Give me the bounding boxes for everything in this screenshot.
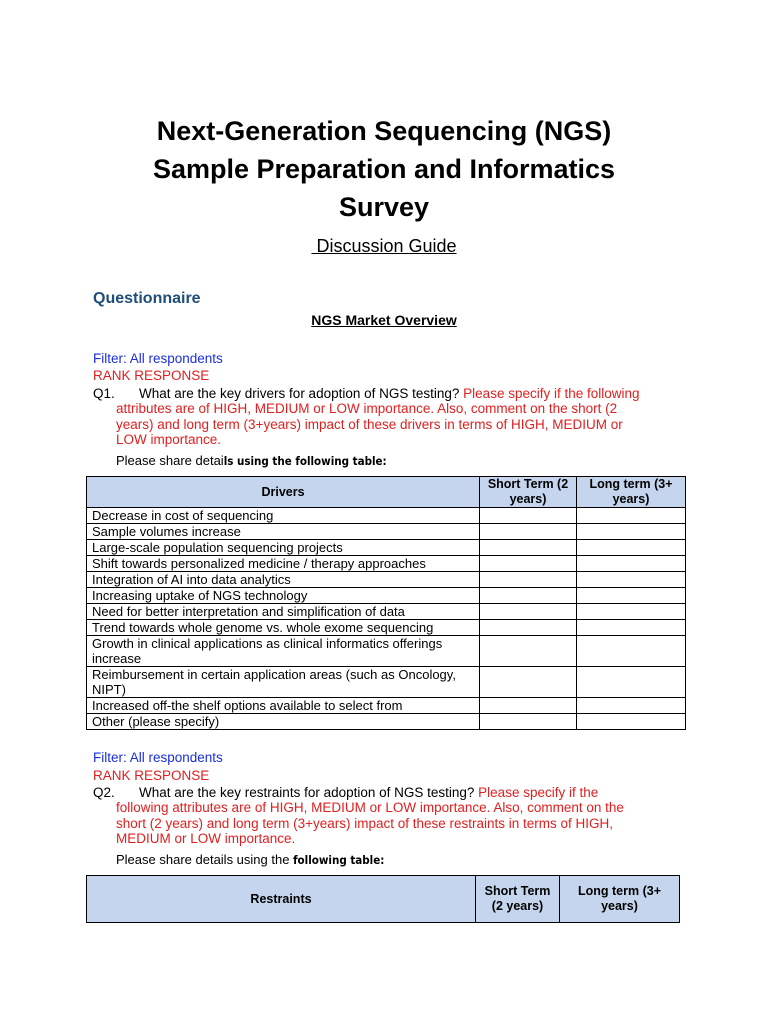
short-term-cell[interactable] — [480, 667, 577, 698]
q2-instruction-line: MEDIUM or LOW importance. — [116, 831, 296, 846]
long-term-cell[interactable] — [577, 508, 686, 524]
q1-number: Q1. — [93, 386, 115, 401]
table-row — [87, 540, 686, 556]
drivers-header-row — [87, 477, 686, 508]
long-term-cell[interactable] — [577, 556, 686, 572]
driver-cell: Large-scale population sequencing projects — [87, 540, 480, 556]
short-term-cell[interactable] — [480, 698, 577, 714]
table-row — [87, 588, 686, 604]
driver-cell: Trend towards whole genome vs. whole exome sequencing — [87, 620, 480, 636]
long-term-header: Long term (3+ years) — [577, 477, 686, 508]
short-term-header: Short Term (2 years) — [476, 876, 560, 923]
long-term-cell[interactable] — [577, 636, 686, 667]
long-term-cell[interactable] — [577, 588, 686, 604]
q1-instruction-line: years) and long term (3+years) impact of these drivers in terms of HIGH, MEDIUM or — [116, 416, 623, 432]
q2-instruction-line: following attributes are of HIGH, MEDIUM or LOW importance. Also, comment on the — [116, 800, 624, 815]
driver-cell: Decrease in cost of sequencing — [87, 508, 480, 524]
q2-share-bold: following table: — [293, 853, 385, 867]
short-term-cell[interactable] — [480, 604, 577, 620]
driver-cell: Integration of AI into data analytics — [87, 572, 480, 588]
restraints-header: Restraints — [87, 876, 476, 923]
driver-cell: Shift towards personalized medicine / therapy approaches — [87, 556, 480, 572]
q2-share-plain: Please share details using the — [116, 852, 294, 867]
long-term-cell[interactable] — [577, 698, 686, 714]
driver-cell: Increasing uptake of NGS technology — [87, 588, 480, 604]
drivers-header: Drivers — [87, 477, 480, 508]
driver-cell: Increased off-the shelf options available to select from — [87, 698, 480, 714]
table-row — [87, 604, 686, 620]
title-line-1: Next-Generation Sequencing (NGS) — [156, 116, 612, 146]
q2-response-type: RANK RESPONSE — [93, 768, 210, 783]
table-row — [87, 667, 686, 698]
table-row — [87, 524, 686, 540]
restraints-table — [86, 875, 680, 923]
long-term-header: Long term (3+ years) — [560, 876, 680, 923]
q1-question: What are the key drivers for adoption of NGS testing? — [139, 386, 464, 401]
title-line-2: Sample Preparation and Informatics — [152, 154, 616, 184]
q2-question-line — [93, 785, 693, 801]
long-term-cell[interactable] — [577, 572, 686, 588]
short-term-cell[interactable] — [480, 572, 577, 588]
short-term-cell[interactable] — [480, 556, 577, 572]
q1-share-plain: Please share detai — [116, 453, 224, 468]
table-row — [87, 620, 686, 636]
q1-filter: Filter: All respondents — [93, 351, 223, 366]
table-row — [87, 572, 686, 588]
long-term-cell[interactable] — [577, 540, 686, 556]
table-row — [87, 556, 686, 572]
short-term-cell[interactable] — [480, 588, 577, 604]
short-term-cell[interactable] — [480, 524, 577, 540]
long-term-cell[interactable] — [577, 604, 686, 620]
q1-question-line — [93, 386, 693, 402]
q2-filter: Filter: All respondents — [93, 750, 223, 765]
drivers-table — [86, 476, 686, 730]
q1-share-instruction — [116, 453, 387, 468]
q1-instruction-start: Please specify if the following — [463, 386, 640, 401]
subsection-heading: NGS Market Overview — [311, 312, 457, 328]
q2-instruction-line: short (2 years) and long term (3+years) impact of these restraints in terms of HIGH, — [116, 815, 614, 831]
q1-share-bold: ls using the following table: — [223, 454, 387, 468]
q2-number: Q2. — [93, 785, 115, 800]
subtitle — [0, 234, 768, 258]
driver-cell: Need for better interpretation and simplification of data — [87, 604, 480, 620]
q2-share-instruction — [116, 852, 384, 867]
short-term-cell[interactable] — [480, 508, 577, 524]
table-row — [87, 714, 686, 730]
driver-cell: Growth in clinical applications as clinical informatics offerings increase — [87, 636, 480, 667]
long-term-cell[interactable] — [577, 667, 686, 698]
title-line-3: Survey — [338, 192, 430, 222]
section-heading: Questionnaire — [93, 290, 201, 307]
short-term-cell[interactable] — [480, 636, 577, 667]
q2-question: What are the key restraints for adoption of NGS testing? — [139, 785, 479, 800]
page-title — [0, 112, 768, 226]
short-term-cell[interactable] — [480, 714, 577, 730]
table-row — [87, 508, 686, 524]
q2-instruction-start: Please specify if the — [478, 785, 599, 800]
short-term-cell[interactable] — [480, 540, 577, 556]
short-term-header: Short Term (2 years) — [480, 477, 577, 508]
driver-cell: Reimbursement in certain application areas (such as Oncology, NIPT) — [87, 667, 480, 698]
long-term-cell[interactable] — [577, 714, 686, 730]
q2-instruction — [116, 800, 696, 847]
q1-instruction-line: LOW importance. — [116, 432, 222, 447]
q1-response-type: RANK RESPONSE — [93, 368, 210, 383]
driver-cell: Sample volumes increase — [87, 524, 480, 540]
table-row — [87, 636, 686, 667]
driver-cell: Other (please specify) — [87, 714, 480, 730]
restraints-header-row — [87, 876, 680, 923]
table-row — [87, 698, 686, 714]
q1-instruction — [116, 401, 696, 448]
subtitle-text: Discussion Guide — [311, 236, 457, 256]
q1-instruction-line: attributes are of HIGH, MEDIUM or LOW importance. Also, comment on the short (2 — [116, 401, 618, 416]
short-term-cell[interactable] — [480, 620, 577, 636]
long-term-cell[interactable] — [577, 620, 686, 636]
long-term-cell[interactable] — [577, 524, 686, 540]
